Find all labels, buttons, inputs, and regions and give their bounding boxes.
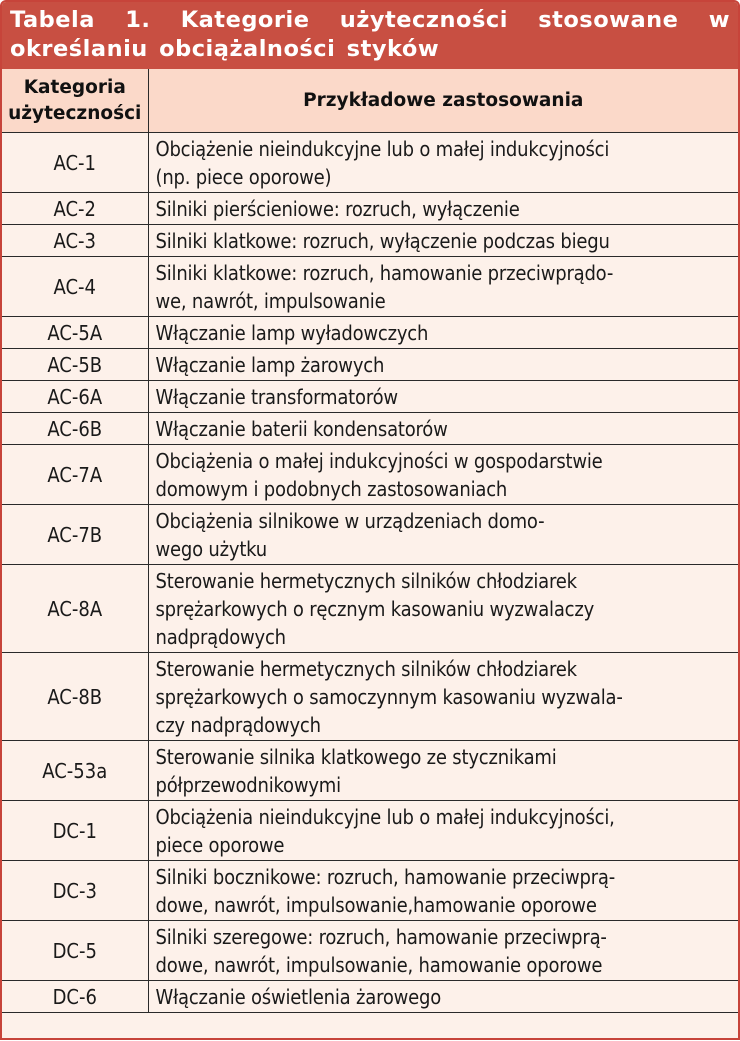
usage-line: we, nawrót, impulsowanie: [155, 289, 386, 313]
table-row: [2, 505, 738, 565]
usage-line: Obciążenie nieindukcyjne lub o małej indukcyjności: [155, 137, 610, 161]
usage-line: półprzewodnikowymi: [155, 773, 341, 797]
category-cell: AC-8A: [2, 565, 148, 653]
usage-line: sprężarkowych o samoczynnym kasowaniu wyzwala-: [155, 685, 623, 709]
header-category: [2, 69, 148, 133]
category-cell: AC-6A: [2, 381, 148, 413]
usage-line: Silniki pierścieniowe: rozruch, wyłączenie: [155, 197, 520, 221]
usage-cell: [148, 741, 738, 801]
usage-cell: [148, 801, 738, 861]
usage-cell: [148, 381, 738, 413]
table-row: [2, 445, 738, 505]
usage-line: Włączanie lamp wyładowczych: [155, 321, 429, 345]
usage-cell: [148, 445, 738, 505]
category-cell: AC-7A: [2, 445, 148, 505]
category-cell: AC-8B: [2, 653, 148, 741]
usage-line: Sterowanie hermetycznych silników chłodziarek: [155, 569, 577, 593]
usage-cell: [148, 565, 738, 653]
usage-line: piece oporowe: [155, 833, 285, 857]
category-cell: AC-3: [2, 225, 148, 257]
table-row: [2, 317, 738, 349]
table-row: [2, 981, 738, 1013]
table-title: Tabela 1. Kategorie użyteczności stosowane w określaniu obciążalności styków: [10, 7, 730, 62]
usage-line: domowym i podobnych zastosowaniach: [155, 477, 508, 501]
usage-cell: [148, 981, 738, 1013]
table-row: [2, 861, 738, 921]
category-cell: DC-5: [2, 921, 148, 981]
usage-line: Silniki klatkowe: rozruch, wyłączenie podczas biegu: [155, 229, 610, 253]
usage-line: wego użytku: [155, 537, 267, 561]
usage-line: sprężarkowych o ręcznym kasowaniu wyzwalaczy: [155, 597, 595, 621]
usage-cell: [148, 505, 738, 565]
usage-cell: [148, 317, 738, 349]
usage-cell: [148, 861, 738, 921]
category-cell: AC-2: [2, 193, 148, 225]
usage-line: Obciążenia silnikowe w urządzeniach domo-: [155, 509, 545, 533]
table-body: [2, 133, 738, 1013]
table-row: [2, 801, 738, 861]
usage-line: Sterowanie hermetycznych silników chłodziarek: [155, 657, 577, 681]
category-cell: AC-1: [2, 133, 148, 193]
usage-line: nadprądowych: [155, 625, 286, 649]
header-category-line2: użyteczności: [8, 102, 142, 124]
table-row: [2, 741, 738, 801]
usage-line: dowe, nawrót, impulsowanie,hamowanie oporowe: [155, 893, 597, 917]
usage-line: czy nadprądowych: [155, 713, 321, 737]
usage-line: Obciążenia o małej indukcyjności w gospodarstwie: [155, 449, 603, 473]
usage-cell: [148, 257, 738, 317]
category-cell: AC-5A: [2, 317, 148, 349]
usage-cell: [148, 921, 738, 981]
usage-line: Włączanie lamp żarowych: [155, 353, 385, 377]
category-cell: AC-5B: [2, 349, 148, 381]
usage-line: (np. piece oporowe): [155, 165, 332, 189]
table-row: [2, 921, 738, 981]
usage-cell: [148, 225, 738, 257]
header-usage: Przykładowe zastosowania: [148, 69, 738, 133]
category-cell: AC-6B: [2, 413, 148, 445]
usage-cell: [148, 413, 738, 445]
usage-line: dowe, nawrót, impulsowanie, hamowanie oporowe: [155, 953, 603, 977]
header-category-line1: Kategoria: [23, 76, 126, 98]
usage-cell: [148, 133, 738, 193]
category-cell: DC-6: [2, 981, 148, 1013]
usage-line: Silniki klatkowe: rozruch, hamowanie przeciwprądo-: [155, 261, 614, 285]
table-row: [2, 133, 738, 193]
table-row: [2, 653, 738, 741]
table-row: [2, 193, 738, 225]
category-cell: DC-3: [2, 861, 148, 921]
category-cell: AC-7B: [2, 505, 148, 565]
table-header-row: [2, 69, 738, 133]
usage-line: Sterowanie silnika klatkowego ze stycznikami: [155, 745, 557, 769]
usage-cell: [148, 653, 738, 741]
usage-line: Obciążenia nieindukcyjne lub o małej indukcyjności,: [155, 805, 615, 829]
table-row: [2, 413, 738, 445]
table-row: [2, 257, 738, 317]
usage-line: Silniki szeregowe: rozruch, hamowanie przeciwprą-: [155, 925, 607, 949]
category-cell: AC-53a: [2, 741, 148, 801]
usage-line: Włączanie oświetlenia żarowego: [155, 985, 442, 1009]
category-cell: DC-1: [2, 801, 148, 861]
usage-cell: [148, 193, 738, 225]
usage-line: Włączanie baterii kondensatorów: [155, 417, 448, 441]
utilization-categories-table: [2, 69, 738, 1013]
usage-line: Włączanie transformatorów: [155, 385, 398, 409]
table-row: [2, 381, 738, 413]
usage-line: Silniki bocznikowe: rozruch, hamowanie przeciwprą-: [155, 865, 616, 889]
table-row: [2, 349, 738, 381]
table-row: [2, 225, 738, 257]
table-row: [2, 565, 738, 653]
usage-cell: [148, 349, 738, 381]
category-cell: AC-4: [2, 257, 148, 317]
table-title-bar: [2, 2, 738, 69]
